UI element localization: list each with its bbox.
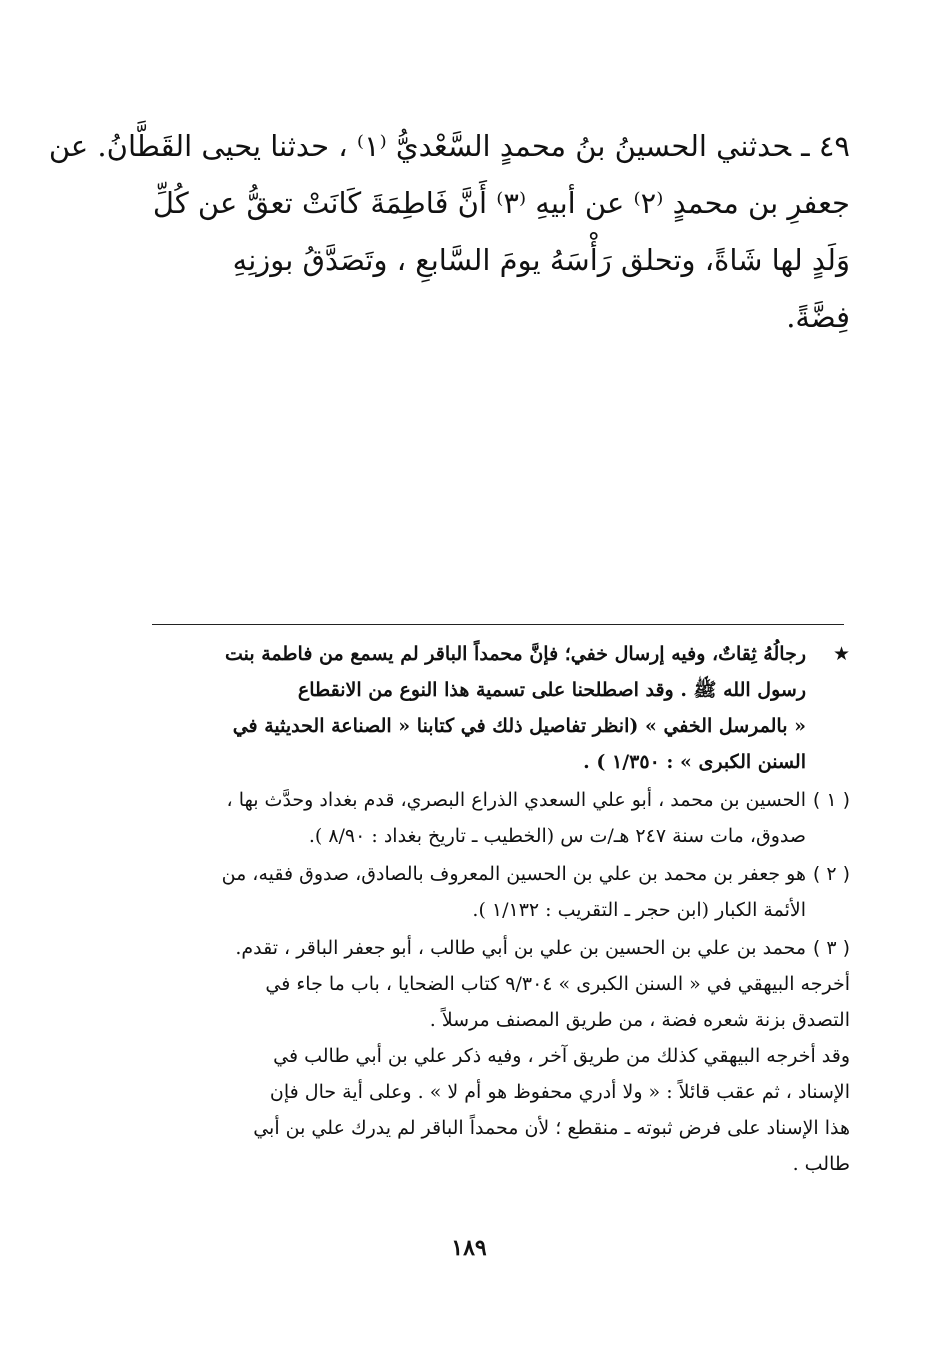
hadith-number: ٤٩ ـ bbox=[801, 129, 850, 163]
note-line: صدوق، مات سنة ٢٤٧ هـ/ت س (الخطيب ـ تاريخ بغداد : ٨/٩٠ ). bbox=[308, 825, 806, 847]
footnote-separator bbox=[152, 624, 844, 625]
note-line: الحسين بن محمد ، أبو علي السعدي الذراع البصري، قدم بغداد وحدَّث بها ، bbox=[226, 789, 806, 811]
hadith-line: وَلَدٍ لها شَاةً، وتحلق رَأْسَهُ يومَ السَّابعِ ، وتَصَدَّقُ بوزنِهِ bbox=[232, 243, 850, 277]
hadith-line-text: حدثني الحسينُ بنُ محمدٍ السَّعْديُّ ⁽١⁾ ، حدثنا يحيى القَطَّانُ. عن bbox=[48, 129, 792, 163]
takhrij-paragraph bbox=[150, 1038, 850, 1182]
note-line: أخرجه البيهقي في « السنن الكبرى » ٩/٣٠٤ كتاب الضحايا ، باب ما جاء في bbox=[265, 973, 850, 995]
hadith-line: جعفرِ بن محمدٍ ⁽٢⁾ عن أبيهِ ⁽٣⁾ أَنَّ فَاطِمَةَ كَانَتْ تعقُّ عن كُلِّ bbox=[152, 186, 850, 220]
hadith-line bbox=[48, 118, 850, 175]
note-line: وقد أخرجه البيهقي كذلك من طريق آخر ، وفيه ذكر علي بن أبي طالب في bbox=[273, 1045, 850, 1067]
note-line: هذا الإسناد على فرض ثبوته ـ منقطع ؛ لأن محمداً الباقر لم يدرك علي بن أبي bbox=[253, 1117, 850, 1139]
page-number: ١٨٩ bbox=[451, 1235, 487, 1261]
hadith-49-text bbox=[48, 118, 850, 346]
footnote-3 bbox=[150, 930, 850, 966]
star-marker: ★ bbox=[832, 643, 850, 665]
note-line: التصدق بزنة شعره فضة ، من طريق المصنف مرسلاً . bbox=[429, 1009, 850, 1031]
note-line: « بالمرسل الخفي » (انظر تفاصيل ذلك في كتابنا « الصناعة الحديثية في bbox=[232, 715, 806, 737]
footnote-marker: ( ١ ) bbox=[812, 789, 850, 811]
star-note bbox=[150, 636, 850, 780]
note-line: هو جعفر بن محمد بن علي بن الحسين المعروف بالصادق، صدوق فقيه، من bbox=[221, 863, 806, 885]
note-line: محمد بن علي بن الحسين بن علي بن أبي طالب ، أبو جعفر الباقر ، تقدم. bbox=[235, 937, 806, 959]
note-line: السنن الكبرى » : ١/٣٥٠ ) . bbox=[583, 751, 806, 773]
footnotes bbox=[150, 636, 850, 1182]
footnote-marker: ( ٢ ) bbox=[812, 863, 850, 885]
footnote-1 bbox=[150, 782, 850, 854]
note-line: رسول الله ﷺ . وقد اصطلحنا على تسمية هذا النوع من الانقطاع bbox=[297, 679, 806, 701]
takhrij-paragraph bbox=[150, 966, 850, 1038]
note-line: الأئمة الكبار (ابن حجر ـ التقريب : ١/١٣٢ ). bbox=[472, 899, 806, 921]
note-line: رجالُهُ ثِقاتٌ، وفيه إرسال خفي؛ فإنَّ محمداً الباقر لم يسمع من فاطمة بنت bbox=[224, 643, 806, 665]
note-line: طالب . bbox=[792, 1153, 850, 1175]
note-line: الإسناد ، ثم عقب قائلاً : « ولا أدري محفوظ هو أم لا » . وعلى أية حال فإن bbox=[269, 1081, 850, 1103]
hadith-line: فِضَّةً. bbox=[786, 300, 850, 334]
footnote-marker: ( ٣ ) bbox=[812, 937, 850, 959]
footnote-2 bbox=[150, 856, 850, 928]
